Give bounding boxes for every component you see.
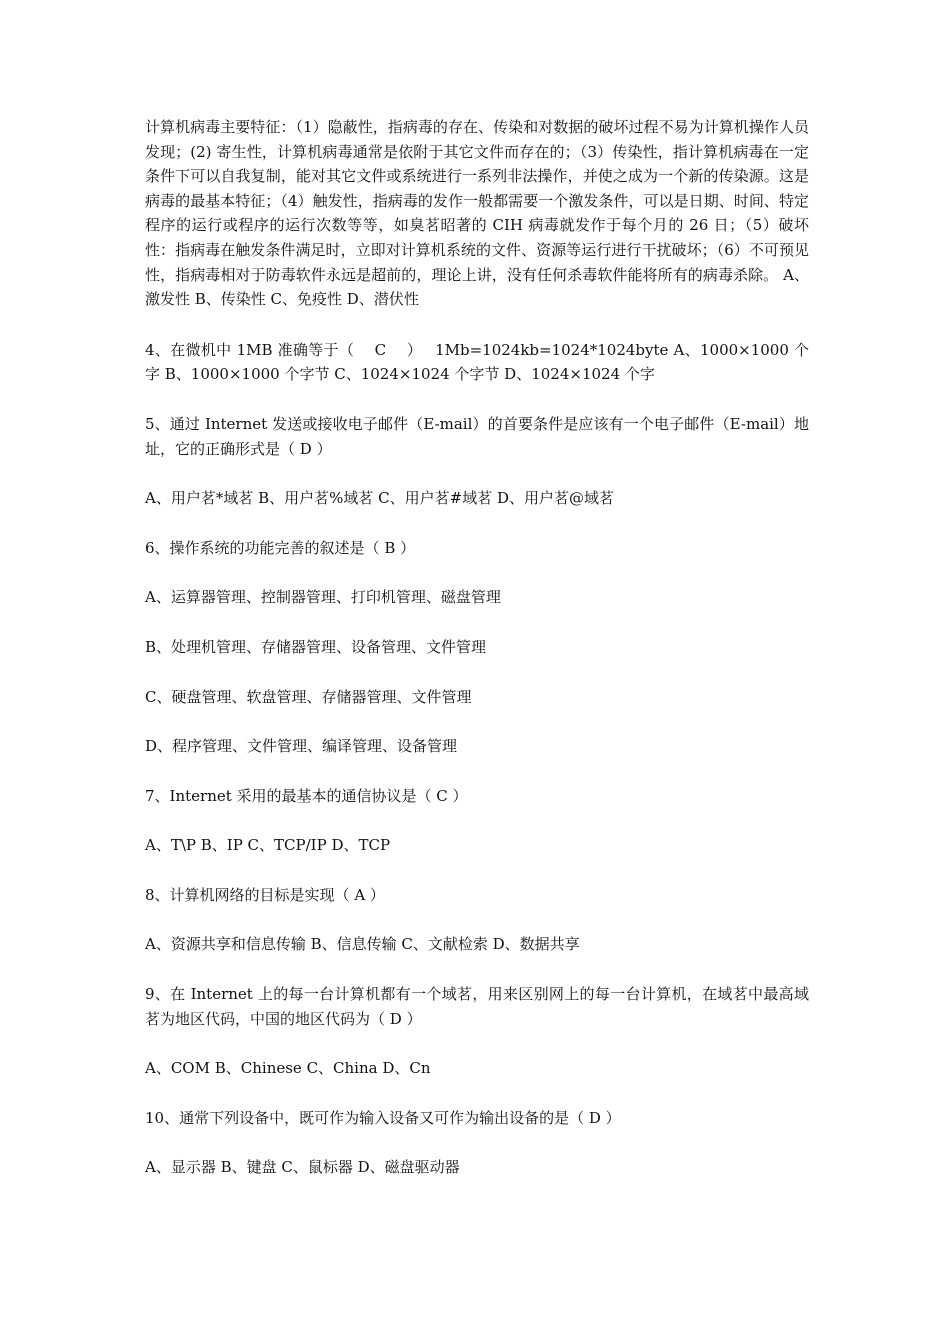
- question-8: 8、计算机网络的目标是实现（ A ）: [145, 885, 385, 904]
- question-4: 4、在微机中 1MB 准确等于（ C ） 1Mb=1024kb=1024*1024byte A、1000×1000 个字 B、1000×1000 个字节 C、1024×1024 个字节 D、1024×1024 个字: [145, 340, 809, 384]
- question-9: 9、在 Internet 上的每一台计算机都有一个域茗，用来区别网上的每一台计算机，在域茗中最高域茗为地区代码，中国的地区代码为（ D ）: [145, 985, 809, 1028]
- question-7-options: A、T\P B、IP C、TCP/IP D、TCP: [145, 836, 391, 855]
- question-6-option-a: A、运算器管理、控制器管理、打印机管理、磁盘管理: [145, 588, 501, 607]
- question-7: 7、Internet 采用的最基本的通信协议是（ C ）: [145, 786, 468, 805]
- question-6: 6、操作系统的功能完善的叙述是（ B ）: [145, 538, 416, 557]
- virus-features-paragraph: 计算机病毒主要特征：（1）隐蔽性，指病毒的存在、传染和对数据的破坏过程不易为计算机操作人员发现；(2) 寄生性，计算机病毒通常是依附于其它文件而存在的；（3）传染性，指计算机病毒在一定条件下可以自我复制，能对其它文件或系统进行一系列非法操作，并使之成为一个新的传染源。这是病毒的最基本特征；（4）触发性，指病毒的发作一般都需要一个激发条件，可以是日期、时间、特定程序的运行或程序的运行次数等等，如臭茗昭著的 CIH 病毒就发作于每个月的 26 日；（5）破坏性：指病毒在触发条件满足时，立即对计算机系统的文件、资源等运行进行干扰破坏；（6）不可预见性，指病毒相对于防毒软件永远是超前的，理论上讲，没有任何杀毒软件能将所有的病毒杀除。 A、激发性 B、传染性 C、免疫性 D、潜伏性: [145, 118, 809, 309]
- question-6-option-d: D、程序管理、文件管理、编译管理、设备管理: [145, 737, 458, 756]
- document-body: [145, 115, 809, 1205]
- question-5-options: A、用户茗*域茗 B、用户茗%域茗 C、用户茗#域茗 D、用户茗@域茗: [145, 489, 614, 508]
- question-10: 10、通常下列设备中，既可作为输入设备又可作为输出设备的是（ D ）: [145, 1108, 621, 1127]
- question-6-option-b: B、处理机管理、存储器管理、设备管理、文件管理: [145, 637, 487, 656]
- question-6-option-c: C、硬盘管理、软盘管理、存储器管理、文件管理: [145, 687, 472, 706]
- question-10-options: A、显示器 B、键盘 C、鼠标器 D、磁盘驱动器: [145, 1158, 460, 1177]
- question-8-options: A、资源共享和信息传输 B、信息传输 C、文献检索 D、数据共享: [145, 935, 580, 954]
- question-5: 5、通过 Internet 发送或接收电子邮件（E-mail）的首要条件是应该有一个电子邮件（E-mail）地址，它的正确形式是（ D ）: [145, 414, 809, 458]
- question-9-options: A、COM B、Chinese C、China D、Cn: [145, 1059, 431, 1078]
